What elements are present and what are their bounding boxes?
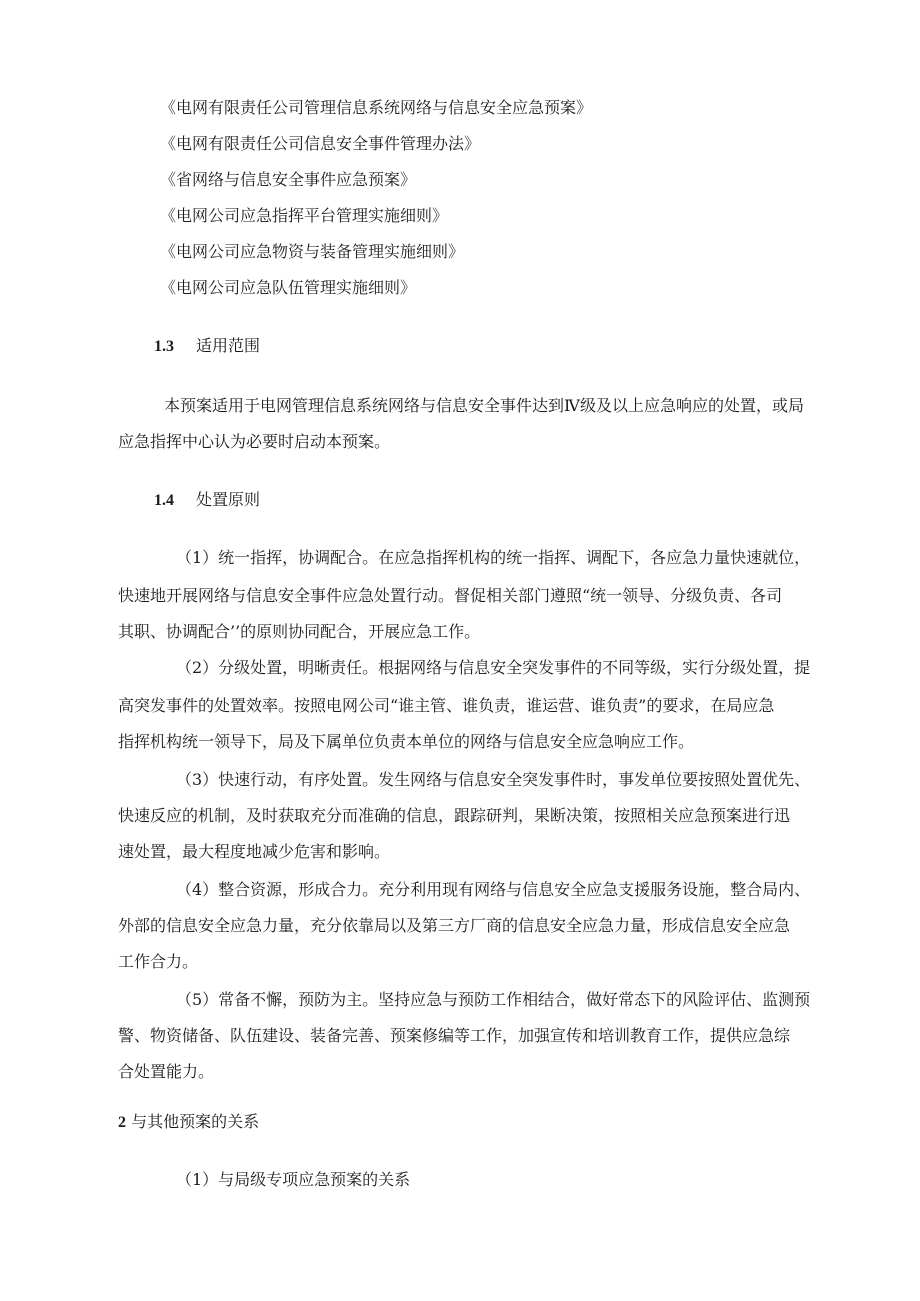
principle-line: 快速反应的机制，及时获取充分而准确的信息，跟踪研判，果断决策，按照相关应急预案进行迅 <box>118 806 791 825</box>
reference-item: 《电网有限责任公司管理信息系统网络与信息安全应急预案》 <box>160 98 593 117</box>
section-title: 与其他预案的关系 <box>131 1112 260 1131</box>
principle-line: 速处置，最大程度地减少危害和影响。 <box>118 842 391 861</box>
section-heading-1-4 <box>154 490 260 511</box>
principle-line: 外部的信息安全应急力量，充分依靠局以及第三方厂商的信息安全应急力量，形成信息安全应急 <box>118 916 791 935</box>
principle-line: 快速地开展网络与信息安全事件应急处置行动。督促相关部门遵照“统一领导、分级负责、各司 <box>118 586 783 605</box>
principle-line: 指挥机构统一领导下，局及下属单位负责本单位的网络与信息安全应急响应工作。 <box>118 732 695 751</box>
paragraph-line: 本预案适用于电网管理信息系统网络与信息安全事件达到Ⅳ级及以上应急响应的处置，或局 <box>164 396 804 415</box>
section-title: 处置原则 <box>196 490 261 509</box>
section-title: 适用范围 <box>196 336 261 355</box>
subsection-item: （1）与局级专项应急预案的关系 <box>176 1170 411 1189</box>
principle-line: 其职、协调配合’’的原则协同配合，开展应急工作。 <box>118 622 481 641</box>
principle-line: 高突发事件的处置效率。按照电网公司“谁主管、谁负责，谁运营、谁负责”的要求，在局应急 <box>118 696 775 715</box>
paragraph-line: 应急指挥中心认为必要时启动本预案。 <box>118 432 391 451</box>
reference-item: 《电网公司应急队伍管理实施细则》 <box>160 278 417 297</box>
principle-line: （2）分级处置，明晰责任。根据网络与信息安全突发事件的不同等级，实行分级处置，提 <box>176 658 811 677</box>
section-heading-1-3 <box>154 336 260 357</box>
principle-line: （1）统一指挥，协调配合。在应急指挥机构的统一指挥、调配下，各应急力量快速就位， <box>176 548 811 567</box>
section-number: 1.3 <box>154 338 174 355</box>
principle-line: 工作合力。 <box>118 952 199 971</box>
principle-line: 合处置能力。 <box>118 1062 215 1081</box>
principle-line: （4）整合资源，形成合力。充分利用现有网络与信息安全应急支援服务设施，整合局内、 <box>176 880 811 899</box>
section-number: 1.4 <box>154 492 174 509</box>
reference-item: 《电网有限责任公司信息安全事件管理办法》 <box>160 134 481 153</box>
principle-line: 警、物资储备、队伍建设、装备完善、预案修编等工作，加强宣传和培训教育工作，提供应急综 <box>118 1026 791 1045</box>
section-heading-2 <box>118 1112 259 1133</box>
principle-line: （3）快速行动，有序处置。发生网络与信息安全突发事件时，事发单位要按照处置优先、 <box>176 770 811 789</box>
principle-line: （5）常备不懈，预防为主。坚持应急与预防工作相结合，做好常态下的风险评估、监测预 <box>176 990 811 1009</box>
reference-item: 《电网公司应急指挥平台管理实施细则》 <box>160 206 449 225</box>
reference-item: 《电网公司应急物资与装备管理实施细则》 <box>160 242 465 261</box>
section-number: 2 <box>118 1114 126 1131</box>
reference-item: 《省网络与信息安全事件应急预案》 <box>160 170 417 189</box>
